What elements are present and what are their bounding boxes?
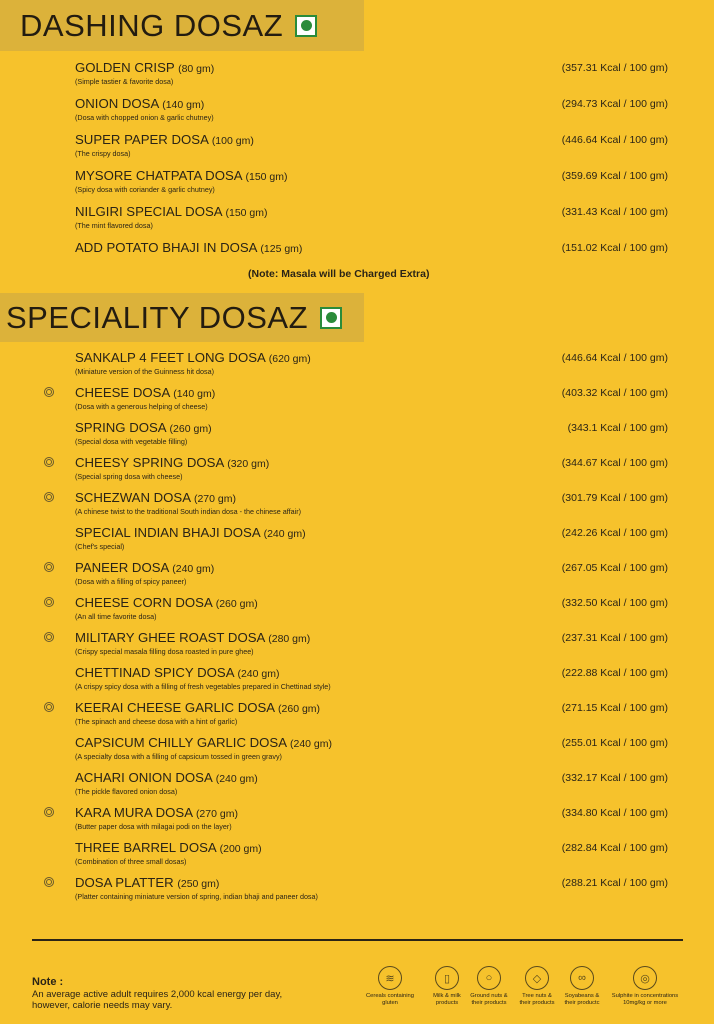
menu-item [0, 700, 714, 734]
item-kcal: (331.43 Kcal / 100 gm) [561, 206, 668, 218]
peanut-icon: ○ [477, 966, 501, 990]
item-name-line [75, 665, 279, 680]
item-name-line [75, 630, 310, 645]
item-kcal: (332.50 Kcal / 100 gm) [561, 597, 668, 609]
item-name: THREE BARREL DOSA [75, 840, 216, 855]
item-kcal: (288.21 Kcal / 100 gm) [561, 877, 668, 889]
menu-item [0, 204, 714, 238]
item-weight: (240 gm) [215, 773, 258, 785]
item-weight: (80 gm) [178, 63, 215, 75]
item-kcal: (242.26 Kcal / 100 gm) [561, 527, 668, 539]
legend-item [361, 966, 419, 1007]
item-kcal: (446.64 Kcal / 100 gm) [561, 134, 668, 146]
legend-item [603, 966, 687, 1007]
item-kcal: (222.88 Kcal / 100 gm) [561, 667, 668, 679]
item-name-line [75, 204, 268, 219]
item-kcal: (237.31 Kcal / 100 gm) [561, 632, 668, 644]
allergen-icon [44, 702, 54, 712]
wheat-icon: ≋ [378, 966, 402, 990]
item-weight: (250 gm) [177, 878, 220, 890]
item-name: CHEESY SPRING DOSA [75, 455, 224, 470]
item-name-line [75, 595, 258, 610]
legend-label-line: gluten [382, 1000, 398, 1006]
allergen-icon [44, 457, 54, 467]
item-description: (A chinese twist to the traditional South indian dosa - the chinese affair) [75, 507, 302, 516]
item-name: DOSA PLATTER [75, 875, 174, 890]
item-description: (Dosa with a generous helping of cheese) [75, 402, 208, 411]
allergen-icon [44, 492, 54, 502]
item-weight: (320 gm) [227, 458, 270, 470]
item-description: (A crispy spicy dosa with a filling of fresh vegetables prepared in Chettinad style) [75, 682, 331, 691]
menu-item [0, 525, 714, 559]
item-name-line [75, 490, 236, 505]
item-kcal: (294.73 Kcal / 100 gm) [561, 98, 668, 110]
item-name: CHETTINAD SPICY DOSA [75, 665, 234, 680]
item-description: (An all time favorite dosa) [75, 612, 157, 621]
legend-label-line: Milk & milk [433, 993, 461, 999]
menu-item [0, 770, 714, 804]
item-name: ONION DOSA [75, 96, 159, 111]
item-name-line [75, 132, 254, 147]
menu-item [0, 630, 714, 664]
item-weight: (620 gm) [268, 353, 311, 365]
item-weight: (150 gm) [225, 207, 268, 219]
legend-label-line: their products [519, 1000, 555, 1006]
menu-item [0, 595, 714, 629]
item-description: (Chef's special) [75, 542, 125, 551]
sulphite-icon: ◎ [633, 966, 657, 990]
item-weight: (100 gm) [211, 135, 254, 147]
item-name: CHEESE CORN DOSA [75, 595, 213, 610]
item-description: (Crispy special masala filling dosa roasted in pure ghee) [75, 647, 254, 656]
note-line: An average active adult requires 2,000 kcal energy per day, [32, 989, 283, 1000]
item-name: SCHEZWAN DOSA [75, 490, 191, 505]
veg-mark-icon [295, 15, 317, 37]
section-title-dashing: DASHING DOSAZ [20, 7, 284, 43]
menu-item [0, 168, 714, 202]
veg-mark-icon [320, 307, 342, 329]
item-kcal: (334.80 Kcal / 100 gm) [561, 807, 668, 819]
menu-item [0, 805, 714, 839]
allergen-icon [44, 387, 54, 397]
item-name-line [75, 455, 269, 470]
menu-item [0, 665, 714, 699]
note-title: Note : [32, 976, 64, 988]
item-weight: (240 gm) [289, 738, 332, 750]
footer-divider [32, 939, 683, 941]
menu-item [0, 455, 714, 489]
note-line: however, calorie needs may vary. [32, 1000, 173, 1011]
legend-label [603, 993, 687, 1007]
item-description: (Simple tastier & favorite dosa) [75, 77, 174, 86]
item-name-line [75, 875, 219, 890]
item-kcal: (446.64 Kcal / 100 gm) [561, 352, 668, 364]
speciality-header [0, 293, 364, 342]
menu-item [0, 96, 714, 130]
allergen-icon [44, 632, 54, 642]
section-title-speciality: SPECIALITY DOSAZ [6, 299, 309, 335]
legend-label-line: Ground nuts & [470, 993, 508, 999]
item-name: CHEESE DOSA [75, 385, 170, 400]
item-kcal: (403.32 Kcal / 100 gm) [561, 387, 668, 399]
legend-label-line: Soyabeans & [564, 993, 600, 999]
item-name: PANEER DOSA [75, 560, 169, 575]
item-name-line [75, 840, 262, 855]
item-name: NILGIRI SPECIAL DOSA [75, 204, 222, 219]
item-weight: (125 gm) [260, 243, 303, 255]
item-name: SUPER PAPER DOSA [75, 132, 209, 147]
item-kcal: (359.69 Kcal / 100 gm) [561, 170, 668, 182]
item-kcal: (343.1 Kcal / 100 gm) [567, 422, 668, 434]
item-kcal: (332.17 Kcal / 100 gm) [561, 772, 668, 784]
menu-item [0, 840, 714, 874]
item-weight: (240 gm) [172, 563, 215, 575]
milk-icon: ▯ [435, 966, 459, 990]
item-name: ADD POTATO BHAJI IN DOSA [75, 240, 257, 255]
item-name-line [75, 700, 320, 715]
dashing-header [0, 0, 364, 51]
item-name: KARA MURA DOSA [75, 805, 193, 820]
item-description: (The spinach and cheese dosa with a hint of garlic) [75, 717, 238, 726]
item-name: CAPSICUM CHILLY GARLIC DOSA [75, 735, 287, 750]
item-kcal: (344.67 Kcal / 100 gm) [561, 457, 668, 469]
item-name-line [75, 96, 204, 111]
menu-item [0, 60, 714, 94]
item-description: (Special spring dosa with cheese) [75, 472, 183, 481]
allergen-icon [44, 807, 54, 817]
menu-item [0, 560, 714, 594]
item-kcal: (357.31 Kcal / 100 gm) [561, 62, 668, 74]
legend-label-line: Tree nuts & [522, 993, 552, 999]
item-name-line [75, 525, 306, 540]
item-description: (Combination of three small dosas) [75, 857, 187, 866]
item-weight: (150 gm) [245, 171, 288, 183]
legend-label-line: their products [471, 1000, 507, 1006]
menu-item [0, 735, 714, 769]
soybean-icon: ∞ [570, 966, 594, 990]
item-description: (Miniature version of the Guinness hit dosa) [75, 367, 215, 376]
item-weight: (240 gm) [237, 668, 280, 680]
item-weight: (200 gm) [219, 843, 262, 855]
menu-item [0, 385, 714, 419]
item-name: GOLDEN CRISP [75, 60, 175, 75]
item-description: (Spicy dosa with coriander & garlic chutney) [75, 185, 215, 194]
item-kcal: (255.01 Kcal / 100 gm) [561, 737, 668, 749]
item-name: KEERAI CHEESE GARLIC DOSA [75, 700, 275, 715]
item-name-line [75, 770, 258, 785]
item-name-line [75, 420, 212, 435]
item-kcal: (271.15 Kcal / 100 gm) [561, 702, 668, 714]
item-weight: (270 gm) [195, 808, 238, 820]
item-weight: (270 gm) [193, 493, 236, 505]
item-name-line [75, 735, 332, 750]
item-name-line [75, 240, 302, 255]
item-name: SANKALP 4 FEET LONG DOSA [75, 350, 266, 365]
allergen-icon [44, 597, 54, 607]
item-weight: (240 gm) [263, 528, 306, 540]
menu-item [0, 132, 714, 166]
item-name-line [75, 805, 238, 820]
item-description: (Butter paper dosa with milagai podi on the layer) [75, 822, 232, 831]
masala-note: (Note: Masala will be Charged Extra) [248, 268, 430, 280]
menu-item [0, 420, 714, 454]
item-kcal: (151.02 Kcal / 100 gm) [561, 242, 668, 254]
item-name-line [75, 385, 215, 400]
item-kcal: (267.05 Kcal / 100 gm) [561, 562, 668, 574]
item-weight: (280 gm) [268, 633, 311, 645]
item-kcal: (282.84 Kcal / 100 gm) [561, 842, 668, 854]
menu-item [0, 350, 714, 384]
item-weight: (260 gm) [169, 423, 212, 435]
legend-label-line: products [435, 1000, 459, 1006]
legend-label-line: their productc [564, 1000, 600, 1006]
item-description: (Dosa with chopped onion & garlic chutney) [75, 113, 214, 122]
item-weight: (260 gm) [215, 598, 258, 610]
item-name-line [75, 168, 288, 183]
item-name: MYSORE CHATPATA DOSA [75, 168, 242, 183]
item-weight: (140 gm) [162, 99, 205, 111]
menu-item [0, 490, 714, 524]
legend-label-line: Sulphite in concentrations [611, 993, 679, 999]
item-name-line [75, 60, 214, 75]
item-description: (Dosa with a filling of spicy paneer) [75, 577, 187, 586]
item-name: ACHARI ONION DOSA [75, 770, 213, 785]
item-description: (The mint flavored dosa) [75, 221, 153, 230]
item-weight: (260 gm) [278, 703, 321, 715]
item-description: (Platter containing miniature version of spring, indian bhaji and paneer dosa) [75, 892, 318, 901]
item-name-line [75, 560, 214, 575]
legend-label-line: Cereals containing [365, 993, 414, 999]
item-name-line [75, 350, 311, 365]
item-description: (Special dosa with vegetable filling) [75, 437, 188, 446]
legend-label [361, 993, 419, 1007]
item-description: (A specialty dosa with a filling of capsicum tossed in green gravy) [75, 752, 282, 761]
item-name: SPECIAL INDIAN BHAJI DOSA [75, 525, 260, 540]
legend-label-line: 10mg/kg or more [623, 1000, 667, 1006]
item-weight: (140 gm) [173, 388, 216, 400]
menu-item [0, 875, 714, 909]
item-name: SPRING DOSA [75, 420, 166, 435]
item-name: MILITARY GHEE ROAST DOSA [75, 630, 265, 645]
allergen-icon [44, 877, 54, 887]
item-description: (The pickle flavored onion dosa) [75, 787, 178, 796]
allergen-icon [44, 562, 54, 572]
item-description: (The crispy dosa) [75, 149, 131, 158]
item-kcal: (301.79 Kcal / 100 gm) [561, 492, 668, 504]
tree-nut-icon: ◇ [525, 966, 549, 990]
